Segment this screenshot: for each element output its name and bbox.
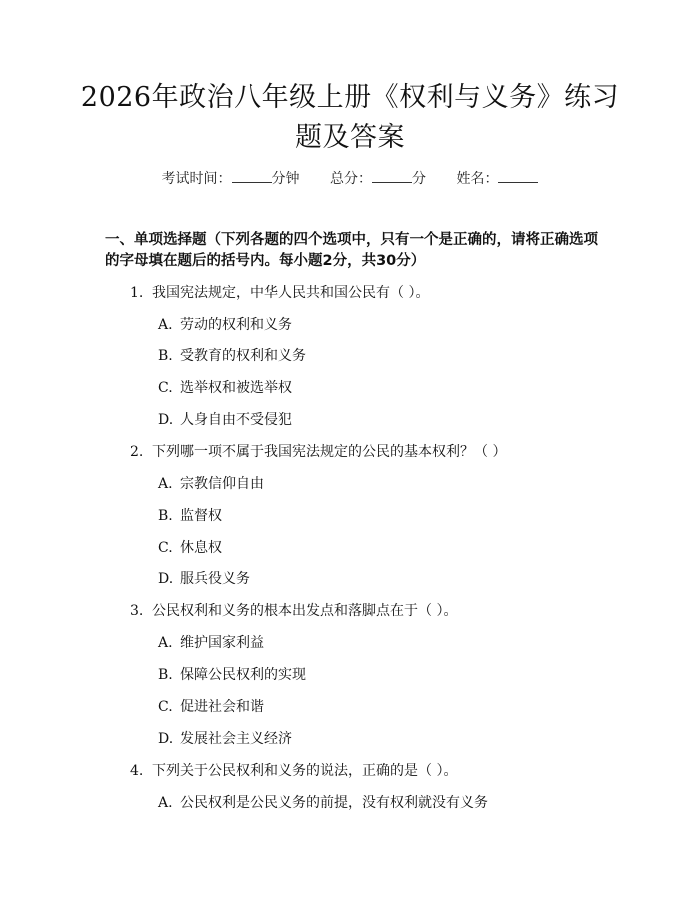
option-text: 人身自由不受侵犯 (180, 412, 292, 428)
section-heading: 一、单项选择题（下列各题的四个选项中，只有一个是正确的，请将正确选项的字母填在题后的括号内。每小题2分，共30分） (105, 232, 598, 269)
option-text: 促进社会和谐 (180, 699, 264, 715)
exam-time (162, 171, 304, 187)
option-text: 休息权 (180, 540, 222, 556)
option-text: 受教育的权利和义务 (180, 348, 306, 364)
option-text: 监督权 (180, 508, 222, 524)
question-number: 1. (130, 285, 144, 301)
option (158, 664, 306, 684)
option-letter: A. (158, 476, 173, 492)
option-letter: D. (158, 412, 174, 428)
exam-meta (0, 168, 700, 188)
option (158, 537, 222, 557)
option (158, 505, 222, 525)
question-text: 下列关于公民权利和义务的说法，正确的是（ ）。 (152, 763, 458, 779)
option-text: 公民权利是公民义务的前提，没有权利就没有义务 (180, 795, 488, 811)
option-text: 宗教信仰自由 (180, 476, 264, 492)
question-text: 我国宪法规定，中华人民共和国公民有（ ）。 (152, 285, 430, 301)
option (158, 568, 250, 588)
option (158, 696, 264, 716)
option-letter: B. (158, 508, 173, 524)
option-letter: C. (158, 699, 173, 715)
exam-time-unit: 分钟 (271, 171, 300, 187)
student-name-blank (498, 170, 538, 183)
option (158, 728, 292, 748)
question (130, 441, 506, 461)
total-score (330, 171, 430, 187)
question-text: 公民权利和义务的根本出发点和落脚点在于（ ）。 (152, 603, 458, 619)
option-letter: A. (158, 795, 173, 811)
option (158, 377, 292, 397)
total-score-unit: 分 (412, 171, 426, 187)
option-letter: C. (158, 380, 173, 396)
title-line-1: 2026年政治八年级上册《权利与义务》练习 (80, 82, 620, 113)
option (158, 632, 264, 652)
option-letter: B. (158, 667, 173, 683)
option-text: 维护国家利益 (180, 635, 264, 651)
student-name-label: 姓名： (456, 171, 499, 187)
option-letter: D. (158, 731, 174, 747)
question-text: 下列哪一项不属于我国宪法规定的公民的基本权利？（ ） (152, 444, 507, 460)
option-letter: A. (158, 635, 173, 651)
question (130, 600, 457, 620)
option-text: 劳动的权利和义务 (180, 317, 292, 333)
option (158, 473, 264, 493)
total-score-blank (372, 170, 412, 183)
student-name (456, 171, 538, 187)
total-score-label: 总分： (330, 171, 372, 187)
question-number: 4. (130, 763, 144, 779)
question-number: 3. (130, 603, 144, 619)
option-text: 选举权和被选举权 (180, 380, 292, 396)
exam-time-blank (232, 170, 272, 183)
option-letter: A. (158, 317, 173, 333)
question (130, 282, 429, 302)
exam-time-label: 考试时间： (161, 171, 232, 187)
title-line-2: 题及答案 (295, 122, 405, 153)
option-text: 服兵役义务 (180, 571, 250, 587)
option (158, 345, 306, 365)
option-text: 保障公民权利的实现 (180, 667, 306, 683)
document-title (60, 78, 640, 158)
question-number: 2. (130, 444, 144, 460)
option-letter: D. (158, 571, 174, 587)
option-text: 发展社会主义经济 (180, 731, 292, 747)
option-letter: C. (158, 540, 173, 556)
option (158, 409, 292, 429)
question (130, 760, 457, 780)
option-letter: B. (158, 348, 173, 364)
option (158, 314, 292, 334)
option (158, 792, 488, 812)
